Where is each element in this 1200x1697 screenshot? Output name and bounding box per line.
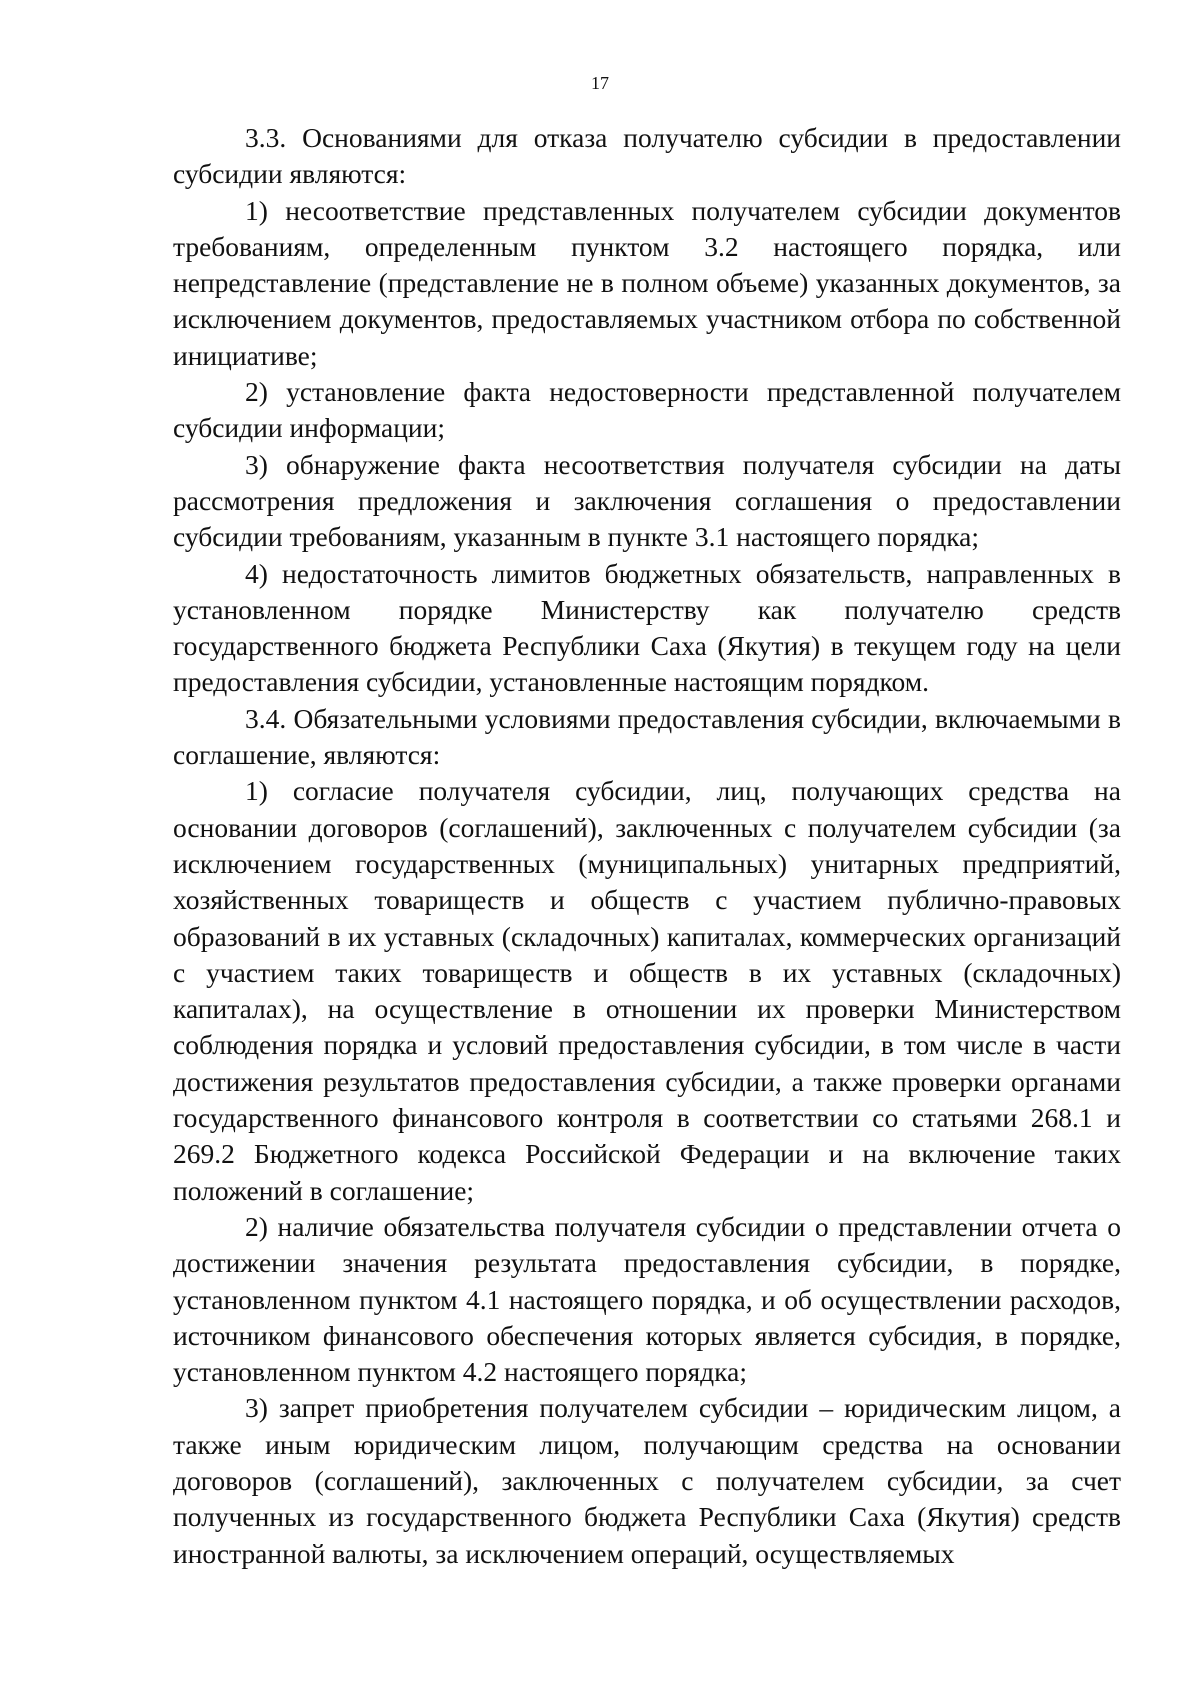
document-body (173, 120, 1121, 1572)
paragraph-3-3-item-1: 1) несоответствие представленных получателем субсидии документов требованиям, определенным пунктом 3.2 настоящего порядка, или непредставление (представление не в полном объеме) указанных документов, за исключением документов, предоставляемых участником отбора по собственной инициативе; (173, 194, 1121, 371)
page-number: 17 (591, 73, 609, 93)
paragraph-3-3-item-4: 4) недостаточность лимитов бюджетных обязательств, направленных в установленном порядке Министерству как получателю средств государственного бюджета Республики Саха (Якутия) в текущем году на цели предоставления субсидии, установленные настоящим порядком. (173, 557, 1121, 698)
paragraph-3-4: 3.4. Обязательными условиями предоставления субсидии, включаемыми в соглашение, являются: (173, 702, 1121, 771)
paragraph-3-3-item-2: 2) установление факта недостоверности представленной получателем субсидии информации; (173, 376, 1121, 444)
paragraph-3-4-item-1: 1) согласие получателя субсидии, лиц, получающих средства на основании договоров (соглашений), заключенных с получателем субсидии (за исключением государственных (муниципальных) унитарных предприятий, хозяйственных товариществ и обществ с участием публично-правовых образований в их уставных (складочных) капиталах, коммерческих организаций с участием таких товариществ и обществ в их уставных (складочных) капиталах), на осуществление в отношении их проверки Министерством соблюдения порядка и условий предоставления субсидии, в том числе в части достижения результатов предоставления субсидии, а также проверки органами государственного финансового контроля в соответствии со статьями 268.1 и 269.2 Бюджетного кодекса Российской Федерации и на включение таких положений в соглашение; (173, 775, 1121, 1206)
paragraph-3-4-item-2: 2) наличие обязательства получателя субсидии о представлении отчета о достижении значения результата предоставления субсидии, в порядке, установленном пунктом 4.1 настоящего порядка, и об осуществлении расходов, источником финансового обеспечения которых является субсидия, в порядке, установленном пунктом 4.2 настоящего порядка; (173, 1210, 1121, 1388)
paragraph-3-3: 3.3. Основаниями для отказа получателю субсидии в предоставлении субсидии являются: (173, 122, 1121, 190)
paragraph-3-3-item-3: 3) обнаружение факта несоответствия получателя субсидии на даты рассмотрения предложения и заключения соглашения о предоставлении субсидии требованиям, указанным в пункте 3.1 настоящего порядка; (173, 448, 1121, 553)
paragraph-3-4-item-3: 3) запрет приобретения получателем субсидии – юридическим лицом, а также иным юридическим лицом, получающим средства на основании договоров (соглашений), заключенных с получателем субсидии, за счет полученных из государственного бюджета Республики Саха (Якутия) средств иностранной валюты, за исключением операций, осуществляемых (173, 1392, 1121, 1569)
